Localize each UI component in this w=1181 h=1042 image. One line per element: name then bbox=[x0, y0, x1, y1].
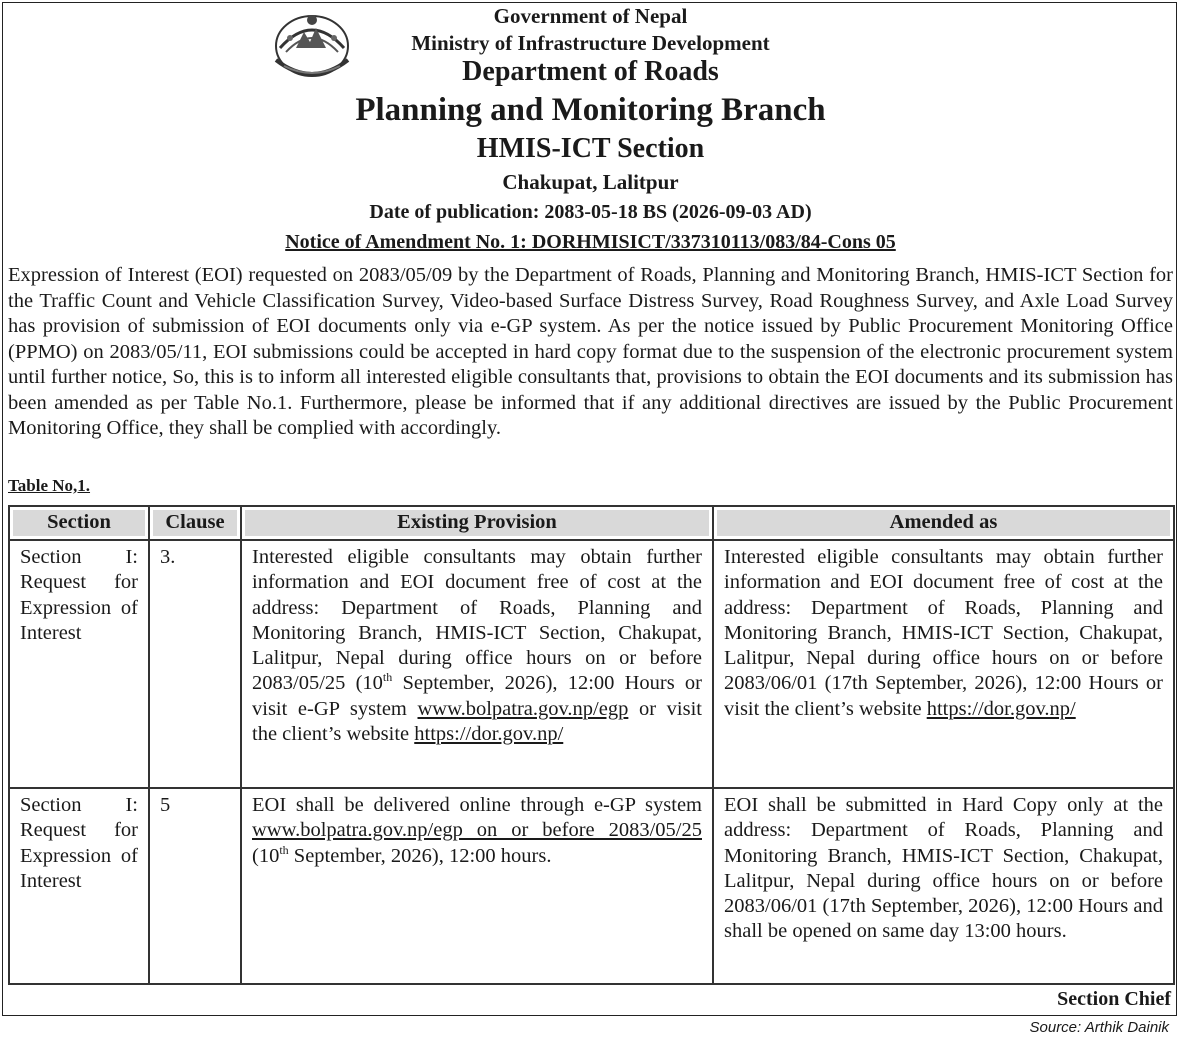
section-heading: HMIS-ICT Section bbox=[476, 133, 705, 164]
branch-heading: Planning and Monitoring Branch bbox=[355, 92, 826, 128]
table-label: Table No,1. bbox=[8, 476, 91, 495]
publication-date: Date of publication: 2083-05-18 BS (2026-09-03 AD) bbox=[369, 201, 812, 223]
notice-body-text: Expression of Interest (EOI) requested on 2083/05/09 by the Department of Roads, Planning and Monitoring Branch, HMIS-ICT Section for the Traffic Count and Vehicle Classification Survey, Video-based Surface Distress Survey, Road Roughness Survey, and Axle Load Survey has provision of submission of EOI documents only via e-GP system. As per the notice issued by Public Procurement Monitoring Office (PPMO) on 2083/05/11, EOI submissions could be accepted in hard copy format due to the suspension of the electronic procurement system until further notice, So, this is to inform all interested eligible consultants that, provisions to obtain the EOI documents and its submission has been amended as per Table No.1. Furthermore, please be informed that if any additional directives are issued by the Public Procurement Monitoring Office, they shall be complied with accordingly. bbox=[8, 264, 1173, 439]
header-clause: Clause bbox=[149, 506, 241, 540]
row1-amended-text-1: Interested eligible consultants may obtain further information and EOI document free of cost at the address: Department of Roads, Planning and Monitoring Branch, HMIS-ICT Section, Chakupat, Lalitpur, Nepal during office hours on or before 2083/06/01 (17th September, 2026), 12:00 Hours or visit the client’s website bbox=[724, 546, 1163, 720]
table-header-row bbox=[9, 506, 1174, 540]
amendment-table bbox=[8, 505, 1175, 985]
location-heading: Chakupat, Lalitpur bbox=[502, 170, 679, 194]
government-heading: Government of Nepal bbox=[493, 4, 688, 28]
row2-existing-provision bbox=[241, 788, 713, 984]
row1-existing-text-3: or visit the client’s website bbox=[252, 697, 702, 746]
row2-section: Section I: Request for Expression of Interest bbox=[9, 788, 149, 984]
row1-existing-text-2: September, 2026), 12:00 Hours or visit e-GP system bbox=[252, 672, 702, 720]
bolpatra-link[interactable]: www.bolpatra.gov.np/egp bbox=[417, 697, 629, 720]
row1-amended bbox=[713, 540, 1174, 788]
row2-clause: 5 bbox=[149, 788, 241, 984]
row2-existing-text-3: September, 2026), 12:00 hours. bbox=[288, 844, 552, 867]
notice-title: Notice of Amendment No. 1: DORHMISICT/337310113/083/84-Cons 05 bbox=[285, 231, 896, 253]
table-row bbox=[9, 540, 1174, 788]
department-heading: Department of Roads bbox=[462, 56, 719, 87]
header-amended-as: Amended as bbox=[713, 506, 1174, 540]
row2-existing-text-2: (10 bbox=[252, 844, 280, 867]
row1-existing-provision bbox=[241, 540, 713, 788]
header-section: Section bbox=[9, 506, 149, 540]
header-existing-provision: Existing Provision bbox=[241, 506, 713, 540]
row2-existing-sup: th bbox=[279, 842, 289, 857]
table-row bbox=[9, 788, 1174, 984]
row1-clause: 3. bbox=[149, 540, 241, 788]
row1-section: Section I: Request for Expression of Interest bbox=[9, 540, 149, 788]
row2-existing-text-1: EOI shall be delivered online through e-GP system bbox=[252, 794, 702, 816]
bolpatra-link-row2[interactable]: www.bolpatra.gov.np/egp on or before 2083/05/25 bbox=[252, 819, 702, 842]
row2-amended: EOI shall be submitted in Hard Copy only at the address: Department of Roads, Planning and Monitoring Branch, HMIS-ICT Section, Chakupat, Lalitpur, Nepal during office hours on or before 2083/06/01 (17th September, 2026), 12:00 Hours and shall be opened on same day 13:00 hours. bbox=[713, 788, 1174, 984]
dor-website-link-amended[interactable]: https://dor.gov.np/ bbox=[926, 697, 1076, 720]
signature-section-chief: Section Chief bbox=[1057, 988, 1171, 1010]
row1-existing-sup: th bbox=[382, 670, 393, 685]
ministry-heading: Ministry of Infrastructure Development bbox=[411, 31, 770, 55]
row1-existing-text-1: Interested eligible consultants may obtain further information and EOI document free of cost at the address: Department of Roads, Planning and Monitoring Branch, HMIS-ICT Section, Chakupat, Lalitpur, Nepal during office hours on or before 2083/05/25 (10 bbox=[252, 546, 702, 695]
source-credit: Source: Arthik Dainik bbox=[1029, 1019, 1169, 1036]
dor-website-link[interactable]: https://dor.gov.np/ bbox=[414, 723, 564, 746]
